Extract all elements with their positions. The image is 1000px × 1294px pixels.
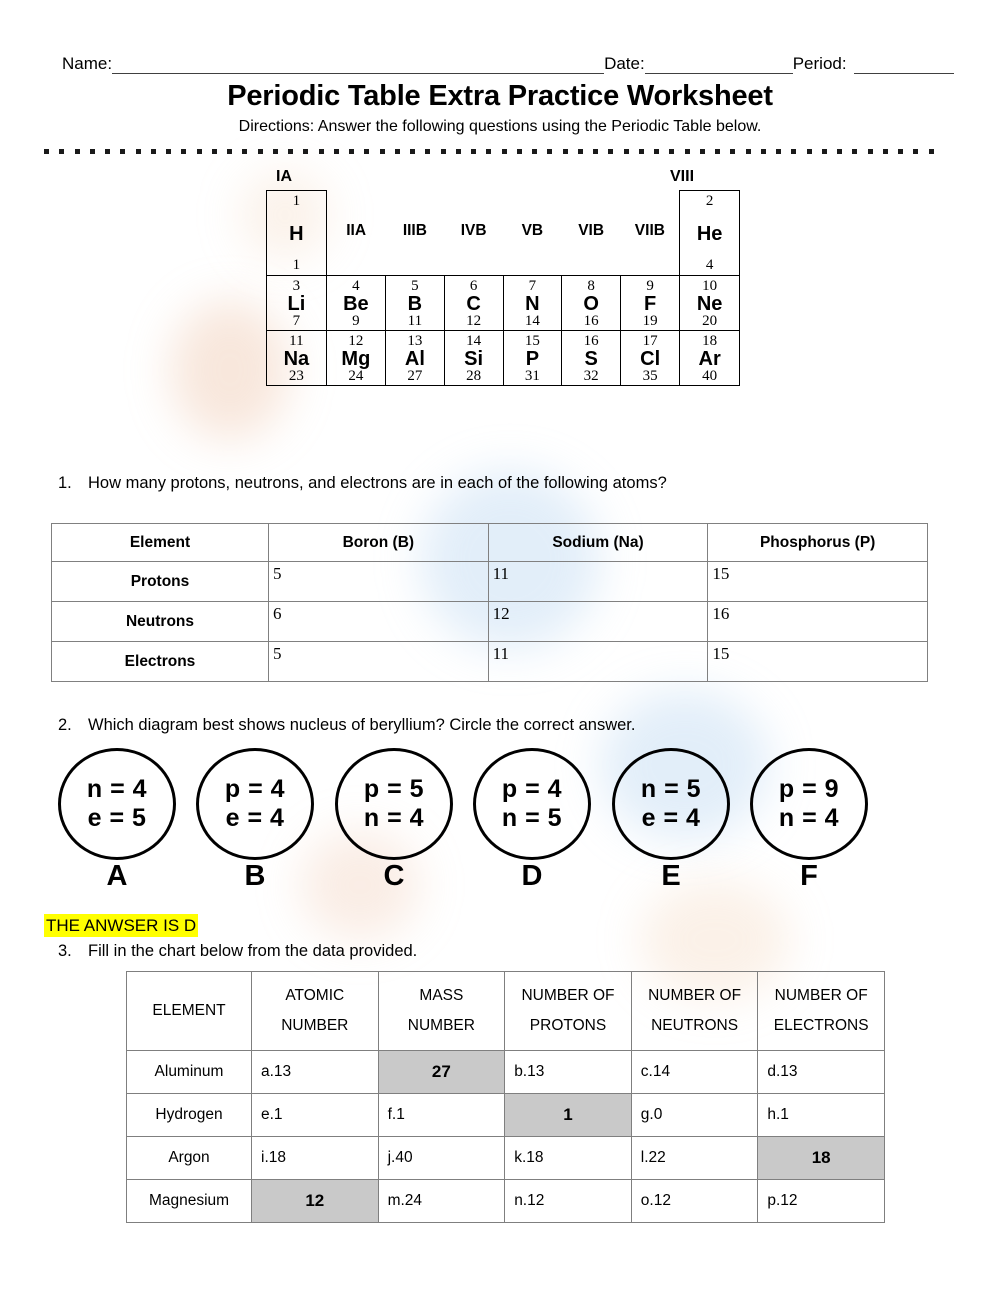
group-label-ivb: IVB bbox=[460, 222, 487, 240]
page-title: Periodic Table Extra Practice Worksheet bbox=[227, 80, 773, 112]
mass-number: 7 bbox=[292, 313, 301, 329]
col-header-mass-line2: NUMBER bbox=[407, 1017, 475, 1034]
cell-hydrogen-protons: 1 bbox=[505, 1094, 632, 1137]
element-symbol: Cl bbox=[640, 348, 661, 370]
choice-c[interactable] bbox=[332, 748, 456, 891]
answer-electrons-phosphorus[interactable]: 15 bbox=[708, 642, 928, 682]
periodic-table-row-1 bbox=[267, 191, 740, 276]
row-label-electrons: Electrons bbox=[52, 642, 269, 682]
group-label-ia: IA bbox=[276, 168, 292, 185]
atomic-number: 12 bbox=[348, 333, 364, 349]
choice-a-line1: n = 4 bbox=[86, 774, 148, 803]
element-symbol: C bbox=[466, 293, 481, 315]
element-symbol: Na bbox=[283, 348, 310, 370]
atomic-number: 5 bbox=[411, 278, 419, 294]
answer-neutrons-phosphorus[interactable]: 16 bbox=[708, 602, 928, 642]
choice-c-line1: p = 5 bbox=[363, 774, 425, 803]
mass-number: 23 bbox=[288, 368, 304, 384]
question-3-table bbox=[126, 971, 885, 1223]
atomic-number: 13 bbox=[407, 333, 423, 349]
col-header-element-line1: ELEMENT bbox=[152, 1001, 226, 1019]
group-label-viib: VIIB bbox=[634, 222, 665, 240]
nucleus-circle-d[interactable] bbox=[473, 748, 591, 860]
element-symbol: Li bbox=[287, 293, 306, 315]
atomic-number: 11 bbox=[289, 333, 304, 349]
element-cell-na bbox=[267, 331, 327, 386]
row-label-argon: Argon bbox=[127, 1137, 252, 1180]
question-2 bbox=[58, 716, 635, 735]
choice-d[interactable] bbox=[470, 748, 594, 891]
atomic-number: 8 bbox=[587, 278, 595, 294]
col-header-mass-line1: MASS bbox=[419, 986, 464, 1004]
col-header-electrons bbox=[758, 972, 885, 1051]
element-cell-h bbox=[267, 191, 327, 276]
row-label-magnesium: Magnesium bbox=[127, 1180, 252, 1223]
periodic-table-top-groups bbox=[266, 168, 736, 190]
mass-number: 24 bbox=[348, 368, 364, 384]
question-1-number: 1. bbox=[58, 474, 72, 492]
mass-number: 31 bbox=[524, 368, 540, 384]
answer-note-highlighted: THE ANWSER IS D bbox=[44, 914, 198, 937]
element-symbol: B bbox=[407, 293, 423, 315]
choice-f-line1: p = 9 bbox=[778, 774, 840, 803]
mass-number: 4 bbox=[705, 257, 714, 273]
element-symbol: S bbox=[584, 348, 598, 370]
question-2-text: Which diagram best shows nucleus of beryllium? Circle the correct answer. bbox=[88, 716, 636, 734]
cell-magnesium-electrons[interactable]: p.12 bbox=[758, 1180, 885, 1223]
question-3-number: 3. bbox=[58, 942, 72, 960]
element-symbol: O bbox=[583, 293, 599, 315]
element-cell-b bbox=[386, 276, 445, 331]
atomic-number: 16 bbox=[583, 333, 599, 349]
row-label-protons: Protons bbox=[52, 562, 269, 602]
cell-magnesium-protons[interactable]: n.12 bbox=[505, 1180, 632, 1223]
col-header-mass-number bbox=[378, 972, 505, 1051]
choice-e-line1: n = 5 bbox=[640, 774, 702, 803]
element-cell-ar bbox=[680, 331, 740, 386]
nucleus-circle-a[interactable] bbox=[58, 748, 176, 860]
group-label-viii: VIII bbox=[670, 168, 695, 185]
choice-a[interactable] bbox=[55, 748, 179, 891]
cell-aluminum-mass-number: 27 bbox=[378, 1051, 505, 1094]
element-symbol: Ne bbox=[696, 293, 723, 315]
element-cell-cl bbox=[621, 331, 680, 386]
answer-neutrons-boron[interactable]: 6 bbox=[269, 602, 489, 642]
question-2-choices bbox=[55, 748, 945, 903]
choice-c-letter: C bbox=[383, 860, 405, 892]
col-header-atomic-number bbox=[252, 972, 379, 1051]
cell-hydrogen-electrons[interactable]: h.1 bbox=[758, 1094, 885, 1137]
mass-number: 9 bbox=[352, 313, 360, 329]
table-row bbox=[52, 562, 928, 602]
group-label-cell-ivb bbox=[444, 191, 503, 276]
choice-b[interactable] bbox=[193, 748, 317, 891]
col-header-protons-line1: NUMBER OF bbox=[521, 986, 615, 1004]
group-label-cell-vb bbox=[503, 191, 562, 276]
answer-electrons-boron[interactable]: 5 bbox=[269, 642, 489, 682]
cell-magnesium-neutrons[interactable]: o.12 bbox=[631, 1180, 758, 1223]
element-cell-li bbox=[267, 276, 327, 331]
date-blank-line[interactable] bbox=[645, 56, 793, 74]
element-cell-f bbox=[621, 276, 680, 331]
mass-number: 16 bbox=[583, 313, 599, 329]
element-symbol: H bbox=[289, 222, 304, 245]
choice-d-line2: n = 5 bbox=[501, 804, 563, 832]
element-symbol: Be bbox=[343, 293, 369, 315]
answer-neutrons-sodium[interactable]: 12 bbox=[488, 602, 708, 642]
col-header-phosphorus: Phosphorus (P) bbox=[708, 524, 928, 562]
answer-electrons-sodium[interactable]: 11 bbox=[488, 642, 708, 682]
choice-e[interactable] bbox=[609, 748, 733, 891]
element-symbol: F bbox=[644, 293, 657, 315]
col-header-neutrons bbox=[631, 972, 758, 1051]
cell-aluminum-atomic-number[interactable]: a.13 bbox=[252, 1051, 379, 1094]
choice-b-line2: e = 4 bbox=[225, 804, 285, 832]
directions-text: Directions: Answer the following questions using the Periodic Table below. bbox=[238, 118, 762, 135]
cell-hydrogen-mass-number[interactable]: f.1 bbox=[378, 1094, 505, 1137]
element-cell-be bbox=[326, 276, 385, 331]
table-header-row bbox=[52, 524, 928, 562]
group-label-iiib: IIIB bbox=[402, 222, 427, 240]
cell-argon-mass-number[interactable]: j.40 bbox=[378, 1137, 505, 1180]
col-header-electrons-line1: NUMBER OF bbox=[774, 986, 868, 1004]
element-cell-he bbox=[680, 191, 740, 276]
group-label-vib: VIB bbox=[578, 222, 605, 240]
mass-number: 28 bbox=[466, 368, 482, 384]
element-symbol: Mg bbox=[341, 348, 371, 370]
cell-hydrogen-atomic-number[interactable]: e.1 bbox=[252, 1094, 379, 1137]
mass-number: 11 bbox=[407, 313, 423, 329]
periodic-table-row-2 bbox=[267, 276, 740, 331]
atomic-number: 18 bbox=[702, 333, 718, 349]
atomic-number: 4 bbox=[352, 278, 360, 294]
element-symbol: He bbox=[696, 222, 723, 245]
table-row bbox=[127, 1094, 885, 1137]
element-symbol: Al bbox=[404, 348, 425, 370]
element-cell-s bbox=[562, 331, 621, 386]
cell-argon-atomic-number[interactable]: i.18 bbox=[252, 1137, 379, 1180]
atomic-number: 17 bbox=[642, 333, 658, 349]
nucleus-circle-c[interactable] bbox=[335, 748, 453, 860]
cell-argon-electrons: 18 bbox=[758, 1137, 885, 1180]
table-row bbox=[52, 602, 928, 642]
cell-aluminum-neutrons[interactable]: c.14 bbox=[631, 1051, 758, 1094]
row-label-hydrogen: Hydrogen bbox=[127, 1094, 252, 1137]
col-header-atomic-line1: ATOMIC bbox=[285, 986, 345, 1004]
mass-number: 27 bbox=[407, 368, 423, 384]
answer-protons-phosphorus[interactable]: 15 bbox=[708, 562, 928, 602]
atomic-number: 6 bbox=[469, 278, 478, 294]
dotted-divider bbox=[44, 149, 934, 154]
choice-a-letter: A bbox=[106, 860, 128, 892]
question-1-text: How many protons, neutrons, and electrons are in each of the following atoms? bbox=[88, 474, 667, 492]
cell-magnesium-mass-number[interactable]: m.24 bbox=[378, 1180, 505, 1223]
atomic-number: 10 bbox=[702, 278, 718, 294]
date-label: Date: bbox=[604, 54, 645, 73]
question-3 bbox=[58, 942, 417, 961]
group-label-cell-iiib bbox=[386, 191, 445, 276]
col-header-sodium: Sodium (Na) bbox=[488, 524, 708, 562]
cell-aluminum-protons[interactable]: b.13 bbox=[505, 1051, 632, 1094]
choice-f-line2: n = 4 bbox=[778, 804, 840, 832]
table-row bbox=[127, 1180, 885, 1223]
periodic-table bbox=[266, 168, 736, 386]
group-label-cell-iia bbox=[326, 191, 385, 276]
col-header-atomic-line2: NUMBER bbox=[281, 1017, 349, 1034]
choice-d-letter: D bbox=[521, 860, 543, 892]
nucleus-circle-f[interactable] bbox=[750, 748, 868, 860]
col-header-protons-line2: PROTONS bbox=[529, 1017, 607, 1034]
group-label-iia: IIA bbox=[346, 222, 367, 240]
element-symbol: P bbox=[525, 348, 540, 370]
element-cell-al bbox=[386, 331, 445, 386]
atomic-number: 1 bbox=[292, 193, 301, 209]
col-header-neutrons-line2: NEUTRONS bbox=[651, 1017, 739, 1034]
element-symbol: Si bbox=[464, 348, 484, 370]
choice-b-line1: p = 4 bbox=[224, 774, 286, 803]
cell-argon-protons[interactable]: k.18 bbox=[505, 1137, 632, 1180]
choice-f[interactable] bbox=[747, 748, 871, 891]
atomic-number: 2 bbox=[705, 193, 714, 209]
mass-number: 40 bbox=[702, 368, 718, 384]
atomic-number: 3 bbox=[292, 278, 301, 294]
atomic-number: 9 bbox=[646, 278, 654, 294]
element-cell-n bbox=[503, 276, 562, 331]
choice-e-line2: e = 4 bbox=[641, 804, 701, 832]
row-label-neutrons: Neutrons bbox=[52, 602, 269, 642]
element-symbol: N bbox=[525, 293, 540, 315]
name-label: Name: bbox=[62, 54, 113, 73]
mass-number: 32 bbox=[583, 368, 599, 384]
mass-number: 35 bbox=[642, 368, 658, 384]
col-header-electrons-line2: ELECTRONS bbox=[773, 1017, 869, 1034]
mass-number: 14 bbox=[524, 313, 540, 329]
mass-number: 20 bbox=[702, 313, 718, 329]
name-blank-line[interactable] bbox=[112, 56, 604, 74]
question-3-text: Fill in the chart below from the data provided. bbox=[88, 942, 418, 960]
element-cell-p bbox=[503, 331, 562, 386]
period-label: Period: bbox=[792, 54, 847, 73]
element-cell-ne bbox=[680, 276, 740, 331]
col-header-boron: Boron (B) bbox=[269, 524, 489, 562]
question-1 bbox=[58, 474, 667, 493]
question-2-number: 2. bbox=[58, 716, 72, 734]
period-blank-line[interactable] bbox=[854, 56, 954, 74]
mass-number: 1 bbox=[292, 257, 301, 273]
answer-protons-sodium[interactable]: 11 bbox=[488, 562, 708, 602]
atomic-number: 15 bbox=[524, 333, 540, 349]
mass-number: 12 bbox=[466, 313, 482, 329]
student-info-line bbox=[0, 44, 1000, 74]
col-header-protons bbox=[505, 972, 632, 1051]
choice-b-letter: B bbox=[244, 860, 266, 892]
nucleus-circle-e[interactable] bbox=[612, 748, 730, 860]
col-header-neutrons-line1: NUMBER OF bbox=[648, 986, 742, 1004]
table-header-row bbox=[127, 972, 885, 1051]
choice-f-letter: F bbox=[800, 860, 818, 892]
table-row bbox=[127, 1137, 885, 1180]
element-cell-o bbox=[562, 276, 621, 331]
col-header-element bbox=[127, 972, 252, 1051]
element-cell-si bbox=[444, 331, 503, 386]
nucleus-circle-b[interactable] bbox=[196, 748, 314, 860]
cell-magnesium-atomic-number: 12 bbox=[252, 1180, 379, 1223]
table-row bbox=[127, 1051, 885, 1094]
choice-d-line1: p = 4 bbox=[501, 774, 563, 803]
element-cell-mg bbox=[326, 331, 385, 386]
element-symbol: Ar bbox=[698, 348, 721, 370]
atomic-number: 7 bbox=[528, 278, 537, 294]
element-cell-c bbox=[444, 276, 503, 331]
choice-e-letter: E bbox=[661, 860, 681, 892]
question-1-table bbox=[51, 523, 928, 682]
answer-protons-boron[interactable]: 5 bbox=[269, 562, 489, 602]
row-label-aluminum: Aluminum bbox=[127, 1051, 252, 1094]
group-label-vb: VB bbox=[521, 222, 544, 240]
choice-a-line2: e = 5 bbox=[87, 804, 147, 832]
group-label-cell-vib bbox=[562, 191, 621, 276]
mass-number: 19 bbox=[642, 313, 658, 329]
table-row bbox=[52, 642, 928, 682]
cell-argon-neutrons[interactable]: l.22 bbox=[631, 1137, 758, 1180]
cell-hydrogen-neutrons[interactable]: g.0 bbox=[631, 1094, 758, 1137]
group-label-cell-viib bbox=[621, 191, 680, 276]
atomic-number: 14 bbox=[466, 333, 482, 349]
periodic-table-row-3 bbox=[267, 331, 740, 386]
col-header-element: Element bbox=[52, 524, 269, 562]
choice-c-line2: n = 4 bbox=[363, 804, 425, 832]
cell-aluminum-electrons[interactable]: d.13 bbox=[758, 1051, 885, 1094]
